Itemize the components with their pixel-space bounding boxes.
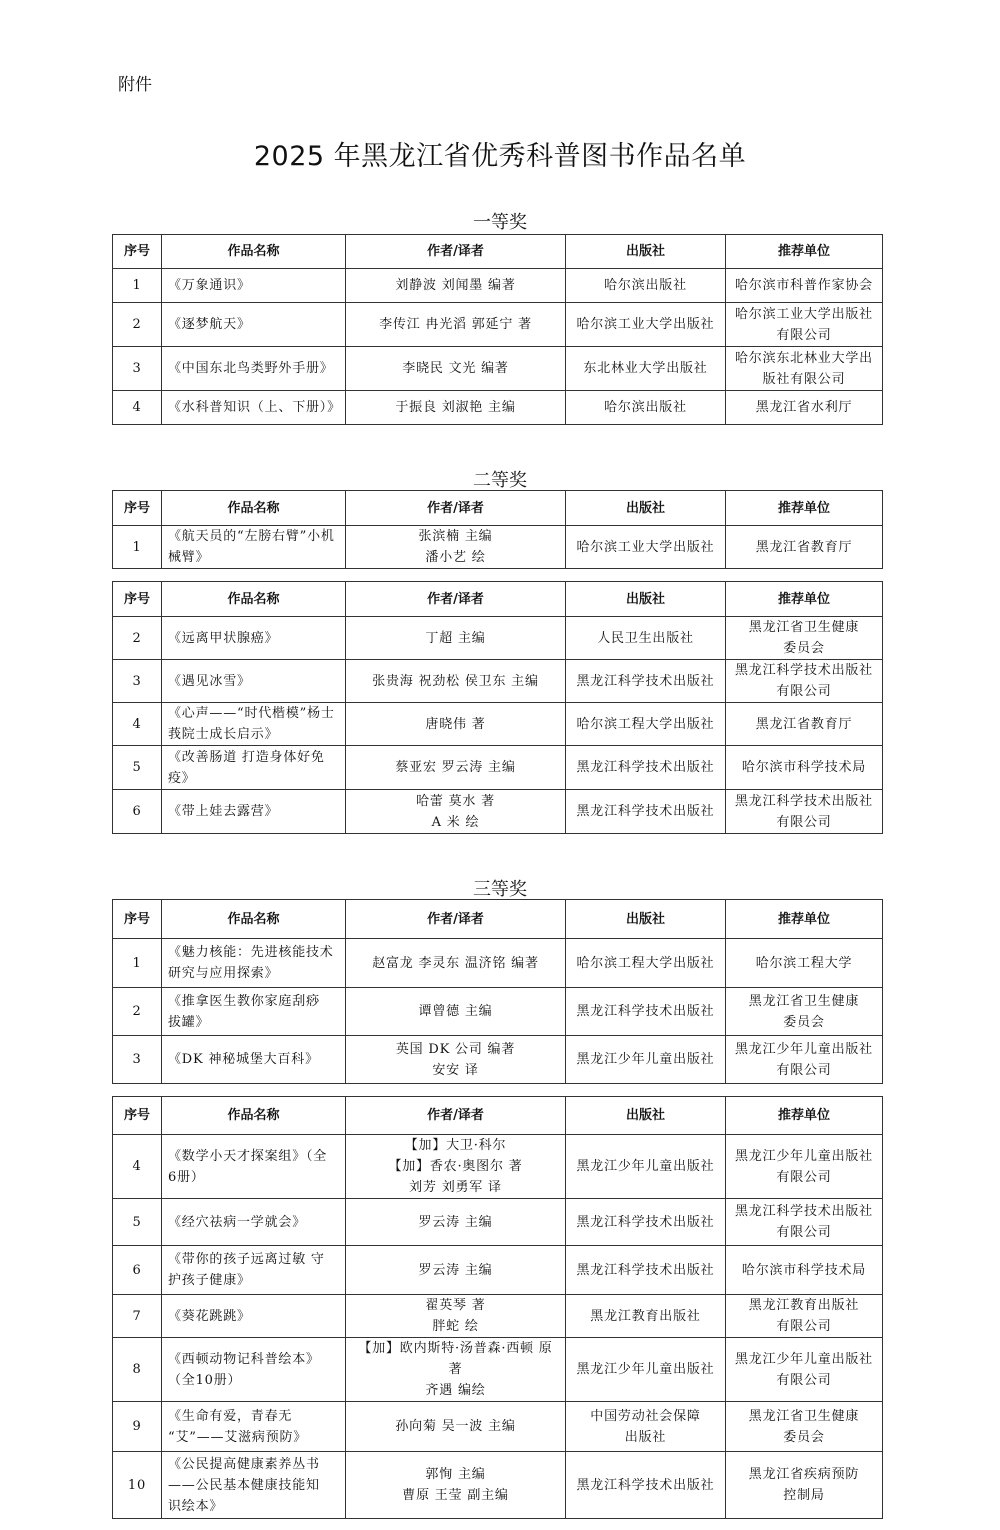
award-table-first [112,234,883,425]
document-title: 2025 年黑龙江省优秀科普图书作品名单 [253,141,747,172]
award-table-third-b [112,1096,883,1519]
work-title-cell: 《航天员的“左膀右臂”小机 械臂》 [162,526,346,569]
table-row [113,1338,883,1402]
table-header-row [113,235,883,269]
author-cell: 罗云涛 主编 [346,1199,566,1246]
serial-number-cell: 1 [113,269,162,303]
serial-number-cell: 2 [113,303,162,347]
author-cell: 谭曾德 主编 [346,988,566,1036]
author-cell: 唐晓伟 著 [346,703,566,746]
header-work-title: 作品名称 [162,1097,346,1135]
header-publisher: 出版社 [566,582,726,617]
table-row [113,703,883,746]
header-serial: 序号 [113,491,162,526]
table-header-row [113,491,883,526]
author-cell: 哈蕾 莫水 著 A 米 绘 [346,790,566,834]
serial-number-cell: 10 [113,1452,162,1519]
publisher-cell: 黑龙江少年儿童出版社 [566,1036,726,1084]
author-cell: 赵富龙 李灵东 温济铭 编著 [346,939,566,988]
recommender-cell: 黑龙江科学技术出版社 有限公司 [726,660,883,703]
header-author: 作者/译者 [346,900,566,939]
author-cell: 【加】欧内斯特·汤普森·西顿 原 著 齐遇 编绘 [346,1338,566,1402]
recommender-cell: 黑龙江少年儿童出版社 有限公司 [726,1135,883,1199]
author-cell: 张贵海 祝劲松 侯卫东 主编 [346,660,566,703]
prize-heading-third: 三等奖 [473,879,527,900]
table-row [113,1246,883,1295]
publisher-cell: 黑龙江科学技术出版社 [566,1452,726,1519]
work-title-cell: 《西顿动物记科普绘本》 （全10册） [162,1338,346,1402]
table-row [113,303,883,347]
table-row [113,617,883,660]
header-publisher: 出版社 [566,900,726,939]
publisher-cell: 哈尔滨出版社 [566,391,726,425]
table-row [113,746,883,790]
serial-number-cell: 2 [113,988,162,1036]
recommender-cell: 黑龙江省教育厅 [726,526,883,569]
work-title-cell: 《遇见冰雪》 [162,660,346,703]
recommender-cell: 哈尔滨东北林业大学出 版社有限公司 [726,347,883,391]
author-cell: 英国 DK 公司 编著 安安 译 [346,1036,566,1084]
recommender-cell: 黑龙江少年儿童出版社 有限公司 [726,1036,883,1084]
header-recommender: 推荐单位 [726,491,883,526]
header-recommender: 推荐单位 [726,900,883,939]
recommender-cell: 哈尔滨市科普作家协会 [726,269,883,303]
table-header-row [113,1097,883,1135]
publisher-cell: 哈尔滨工业大学出版社 [566,303,726,347]
header-publisher: 出版社 [566,491,726,526]
serial-number-cell: 8 [113,1338,162,1402]
publisher-cell: 黑龙江少年儿童出版社 [566,1338,726,1402]
header-serial: 序号 [113,235,162,269]
award-table-third-a [112,899,883,1084]
recommender-cell: 黑龙江省教育厅 [726,703,883,746]
recommender-cell: 哈尔滨市科学技术局 [726,746,883,790]
publisher-cell: 黑龙江科学技术出版社 [566,660,726,703]
work-title-cell: 《改善肠道 打造身体好免 疫》 [162,746,346,790]
work-title-cell: 《DK 神秘城堡大百科》 [162,1036,346,1084]
table-row [113,939,883,988]
author-cell: 孙向菊 吴一波 主编 [346,1402,566,1452]
work-title-cell: 《数学小天才探案组》（全 6册） [162,1135,346,1199]
table-row [113,269,883,303]
table-header-row [113,900,883,939]
header-author: 作者/译者 [346,1097,566,1135]
header-serial: 序号 [113,1097,162,1135]
table-row [113,988,883,1036]
work-title-cell: 《中国东北鸟类野外手册》 [162,347,346,391]
serial-number-cell: 3 [113,347,162,391]
work-title-cell: 《公民提高健康素养丛书 ——公民基本健康技能知 识绘本》 [162,1452,346,1519]
work-title-cell: 《生命有爱，青春无 “艾”——艾滋病预防》 [162,1402,346,1452]
work-title-cell: 《万象通识》 [162,269,346,303]
header-recommender: 推荐单位 [726,235,883,269]
header-work-title: 作品名称 [162,582,346,617]
work-title-cell: 《推拿医生教你家庭刮痧 拔罐》 [162,988,346,1036]
author-cell: 罗云涛 主编 [346,1246,566,1295]
serial-number-cell: 4 [113,703,162,746]
publisher-cell: 人民卫生出版社 [566,617,726,660]
publisher-cell: 黑龙江科学技术出版社 [566,746,726,790]
work-title-cell: 《魅力核能：先进核能技术 研究与应用探索》 [162,939,346,988]
recommender-cell: 哈尔滨工程大学 [726,939,883,988]
header-publisher: 出版社 [566,235,726,269]
publisher-cell: 中国劳动社会保障 出版社 [566,1402,726,1452]
serial-number-cell: 4 [113,391,162,425]
serial-number-cell: 9 [113,1402,162,1452]
serial-number-cell: 3 [113,660,162,703]
work-title-cell: 《带你的孩子远离过敏 守 护孩子健康》 [162,1246,346,1295]
recommender-cell: 黑龙江省卫生健康 委员会 [726,1402,883,1452]
publisher-cell: 黑龙江科学技术出版社 [566,1199,726,1246]
recommender-cell: 哈尔滨市科学技术局 [726,1246,883,1295]
header-work-title: 作品名称 [162,491,346,526]
recommender-cell: 黑龙江少年儿童出版社 有限公司 [726,1338,883,1402]
work-title-cell: 《带上娃去露营》 [162,790,346,834]
serial-number-cell: 4 [113,1135,162,1199]
header-serial: 序号 [113,900,162,939]
work-title-cell: 《葵花跳跳》 [162,1295,346,1338]
recommender-cell: 黑龙江省水利厅 [726,391,883,425]
serial-number-cell: 1 [113,939,162,988]
header-author: 作者/译者 [346,491,566,526]
recommender-cell: 哈尔滨工业大学出版社 有限公司 [726,303,883,347]
table-row [113,790,883,834]
publisher-cell: 哈尔滨工程大学出版社 [566,703,726,746]
serial-number-cell: 6 [113,790,162,834]
attachment-label: 附件 [118,75,152,95]
publisher-cell: 哈尔滨工程大学出版社 [566,939,726,988]
publisher-cell: 哈尔滨工业大学出版社 [566,526,726,569]
header-work-title: 作品名称 [162,235,346,269]
award-table-second-a [112,490,883,569]
recommender-cell: 黑龙江科学技术出版社 有限公司 [726,790,883,834]
author-cell: 于振良 刘淑艳 主编 [346,391,566,425]
table-row [113,1452,883,1519]
publisher-cell: 黑龙江科学技术出版社 [566,988,726,1036]
prize-heading-second: 二等奖 [473,470,527,491]
header-publisher: 出版社 [566,1097,726,1135]
serial-number-cell: 3 [113,1036,162,1084]
header-recommender: 推荐单位 [726,582,883,617]
table-row [113,1036,883,1084]
serial-number-cell: 1 [113,526,162,569]
serial-number-cell: 5 [113,1199,162,1246]
publisher-cell: 黑龙江教育出版社 [566,1295,726,1338]
author-cell: 李传江 冉光滔 郭延宁 著 [346,303,566,347]
table-row [113,1402,883,1452]
table-row [113,347,883,391]
serial-number-cell: 6 [113,1246,162,1295]
publisher-cell: 黑龙江少年儿童出版社 [566,1135,726,1199]
table-header-row [113,582,883,617]
author-cell: 张滨楠 主编 潘小艺 绘 [346,526,566,569]
serial-number-cell: 7 [113,1295,162,1338]
author-cell: 翟英琴 著 胖蛇 绘 [346,1295,566,1338]
header-recommender: 推荐单位 [726,1097,883,1135]
recommender-cell: 黑龙江省卫生健康 委员会 [726,617,883,660]
publisher-cell: 东北林业大学出版社 [566,347,726,391]
prize-heading-first: 一等奖 [473,212,527,233]
header-author: 作者/译者 [346,235,566,269]
table-row [113,1295,883,1338]
table-row [113,1199,883,1246]
serial-number-cell: 5 [113,746,162,790]
author-cell: 李晓民 文光 编著 [346,347,566,391]
work-title-cell: 《水科普知识（上、下册）》 [162,391,346,425]
award-table-second-b [112,581,883,834]
author-cell: 蔡亚宏 罗云涛 主编 [346,746,566,790]
work-title-cell: 《远离甲状腺癌》 [162,617,346,660]
table-row [113,391,883,425]
publisher-cell: 哈尔滨出版社 [566,269,726,303]
author-cell: 郭恂 主编 曹原 王莹 副主编 [346,1452,566,1519]
author-cell: 【加】大卫·科尔 【加】香农·奥图尔 著 刘芳 刘勇军 译 [346,1135,566,1199]
serial-number-cell: 2 [113,617,162,660]
work-title-cell: 《逐梦航天》 [162,303,346,347]
publisher-cell: 黑龙江科学技术出版社 [566,790,726,834]
work-title-cell: 《心声——“时代楷模”杨士 莪院士成长启示》 [162,703,346,746]
author-cell: 丁超 主编 [346,617,566,660]
header-serial: 序号 [113,582,162,617]
header-author: 作者/译者 [346,582,566,617]
table-row [113,660,883,703]
author-cell: 刘静波 刘闻墨 编著 [346,269,566,303]
work-title-cell: 《经穴祛病一学就会》 [162,1199,346,1246]
publisher-cell: 黑龙江科学技术出版社 [566,1246,726,1295]
recommender-cell: 黑龙江省疾病预防 控制局 [726,1452,883,1519]
recommender-cell: 黑龙江省卫生健康 委员会 [726,988,883,1036]
table-row [113,1135,883,1199]
header-work-title: 作品名称 [162,900,346,939]
recommender-cell: 黑龙江教育出版社 有限公司 [726,1295,883,1338]
recommender-cell: 黑龙江科学技术出版社 有限公司 [726,1199,883,1246]
table-row [113,526,883,569]
